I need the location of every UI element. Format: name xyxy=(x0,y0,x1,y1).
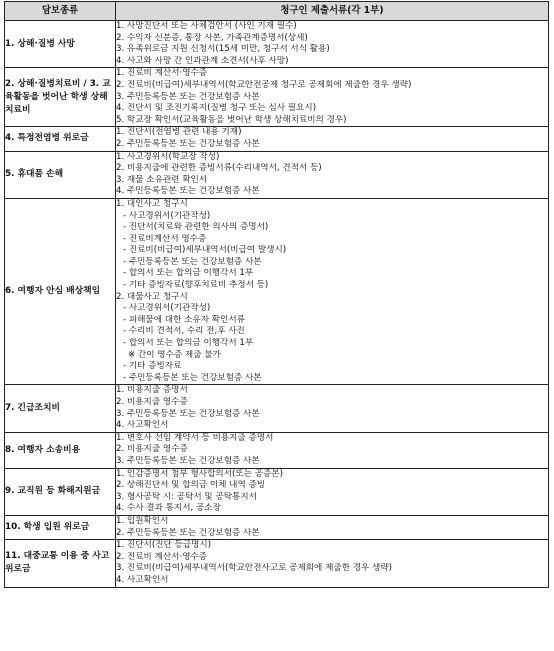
document-item: 3. 주민등록등본 또는 건강보험증 사본 xyxy=(116,408,260,419)
document-item: 1. 진료비 계산서·영수증 xyxy=(116,68,208,79)
table-row xyxy=(5,515,549,539)
header-required-documents: 청구인 제출서류(각 1부) xyxy=(116,2,549,21)
document-item: 2. 주민등록등본 또는 건강보험증 사본 xyxy=(116,138,260,149)
table-header-row xyxy=(5,2,549,21)
required-documents-cell xyxy=(116,515,549,539)
document-item: 1. 진단서(전염병 관련 내용 기재) xyxy=(116,127,242,138)
document-item: 4. 진단서 및 조진기록지(질병 청구 또는 심사 필요시) xyxy=(116,103,317,114)
document-item: 2. 진료비 계산서·영수증 xyxy=(116,551,208,562)
document-item: 1. 인감증명서 첨부 형사합의서(또는 공증본) xyxy=(116,468,283,479)
document-item: 4. 사고와 사망 간 인과관계 소견서(사후 사망) xyxy=(116,55,289,66)
coverage-type-cell: 4. 특정전염병 위로금 xyxy=(5,127,116,151)
required-documents-cell xyxy=(116,540,549,587)
document-item: 1. 진단서(진단 등급명시) xyxy=(116,540,212,551)
document-item: - 사고경위서(기관작성) xyxy=(123,303,211,314)
document-item: 1. 비용지출 증명서 xyxy=(116,385,188,396)
document-item: 1. 입원확인서 xyxy=(116,515,169,526)
document-item: ※ 간이 영수증 제출 불가 xyxy=(128,349,221,360)
document-item: 4. 수사 결과 통지서, 공소장 xyxy=(116,503,221,514)
table-row xyxy=(5,385,549,432)
document-item: 1. 변호사 선임 계약서 등 비용지출 증명서 xyxy=(116,432,274,443)
coverage-type-cell: 2. 상해·질병치료비 / 3. 교육활동을 벗어난 학생 상해 치료비 xyxy=(5,68,116,127)
required-documents-cell xyxy=(116,385,549,432)
document-item: 2. 진료비(비급여)세부내역서(학교안전공제 청구로 공제회에 제출한 경우 생략) xyxy=(116,79,412,90)
document-item: - 합의서 또는 합의금 이행각서 1부 xyxy=(123,338,254,349)
document-item: - 주민등록등본 또는 건강보험증 사본 xyxy=(123,372,262,383)
required-documents-cell xyxy=(116,21,549,68)
coverage-type-cell: 9. 교직원 등 화해지원금 xyxy=(5,468,116,515)
required-documents-cell xyxy=(116,151,549,198)
document-item: - 수리비 견적서, 수리 전,후 사진 xyxy=(123,326,245,337)
coverage-type-cell: 8. 여행자 소송비용 xyxy=(5,432,116,468)
document-item: 4. 사고확인서 xyxy=(116,420,169,431)
document-item: 1. 사고경위서(학교장 작성) xyxy=(116,151,220,162)
document-item: 1. 사망진단서 또는 사체검안서 (사인 기재 필수) xyxy=(116,21,297,31)
document-item: 2. 비용지출 영수증 xyxy=(116,397,188,407)
required-documents-table xyxy=(4,1,549,588)
coverage-type-cell: 10. 학생 입원 위로금 xyxy=(5,515,116,539)
document-item: 5. 학교장 확인서(교육활동을 벗어난 학생 상해치료비의 경우) xyxy=(116,114,347,125)
document-item: - 피해물에 대한 소유자 확인서류 xyxy=(123,314,245,325)
document-item: - 기타 증빙자료 xyxy=(123,361,182,372)
document-item: - 주민등록등본 또는 건강보험증 사본 xyxy=(123,256,262,267)
table-row xyxy=(5,68,549,127)
document-item: - 진료비(비급여)세부내역서(비급여 발생시) xyxy=(123,245,287,256)
document-item: 3. 형사공탁 시: 공탁서 및 공탁통지서 xyxy=(116,491,257,502)
required-documents-cell xyxy=(116,68,549,127)
coverage-type-cell: 7. 긴급조치비 xyxy=(5,385,116,432)
coverage-type-cell: 1. 상해·질병 사망 xyxy=(5,21,116,68)
document-item: 4. 주민등록등본 또는 건강보험증 사본 xyxy=(116,186,260,197)
document-item: 3. 진료비(비급여)세부내역서(학교안전사고로 공제회에 제출한 경우 생략) xyxy=(116,563,393,574)
table-row xyxy=(5,540,549,587)
document-item: 3. 주민등록등본 또는 건강보험증 사본 xyxy=(116,91,260,102)
document-item: 3. 유족위로금 지원 신청서(15세 미만, 청구서 서식 활용) xyxy=(116,44,330,55)
required-documents-cell xyxy=(116,198,549,385)
coverage-type-cell: 5. 휴대품 손해 xyxy=(5,151,116,198)
document-item: - 합의서 또는 합의금 이행각서 1부 xyxy=(123,268,254,279)
document-item: 3. 주민등록등본 또는 건강보험증 사본 xyxy=(116,455,260,466)
document-item: 1. 대인사고 청구시 xyxy=(116,198,188,209)
table-row xyxy=(5,21,549,68)
required-documents-cell xyxy=(116,432,549,468)
document-item: - 기타 증빙자료(향후치료비 추정서 등) xyxy=(123,280,269,291)
table-row xyxy=(5,151,549,198)
table-row xyxy=(5,127,549,151)
document-item: 2. 수익자 신분증, 통장 사본, 가족관계증명서(상세) xyxy=(116,32,308,43)
document-item: - 진료비계산서 영수증 xyxy=(123,233,207,244)
required-documents-cell xyxy=(116,468,549,515)
document-item: 2. 비용지출 영수증 xyxy=(116,444,188,455)
document-item: 2. 주민등록등본 또는 건강보험증 사본 xyxy=(116,527,260,538)
document-item: - 진단서(치료와 관련한 의사의 증명서) xyxy=(123,222,269,233)
table-row xyxy=(5,432,549,468)
document-item: - 사고경위서(기관작성) xyxy=(123,210,211,221)
document-item: 4. 사고확인서 xyxy=(116,574,169,585)
document-item: 3. 재물 소유관련 확인서 xyxy=(116,174,208,185)
coverage-type-cell: 11. 대중교통 이용 중 사고 위로금 xyxy=(5,540,116,587)
table-row xyxy=(5,198,549,385)
coverage-type-cell: 6. 여행자 안심 배상책임 xyxy=(5,198,116,385)
document-item: 2. 비용지출에 관련한 증빙서류(수리내역서, 견적서 등) xyxy=(116,163,322,174)
table-row xyxy=(5,468,549,515)
header-coverage-type: 담보종류 xyxy=(5,2,116,21)
document-item: 2. 상해진단서 및 합의금 이체 내역 증빙 xyxy=(116,480,266,491)
required-documents-cell xyxy=(116,127,549,151)
document-item: 2. 대물사고 청구시 xyxy=(116,291,188,302)
table-body xyxy=(5,21,549,588)
